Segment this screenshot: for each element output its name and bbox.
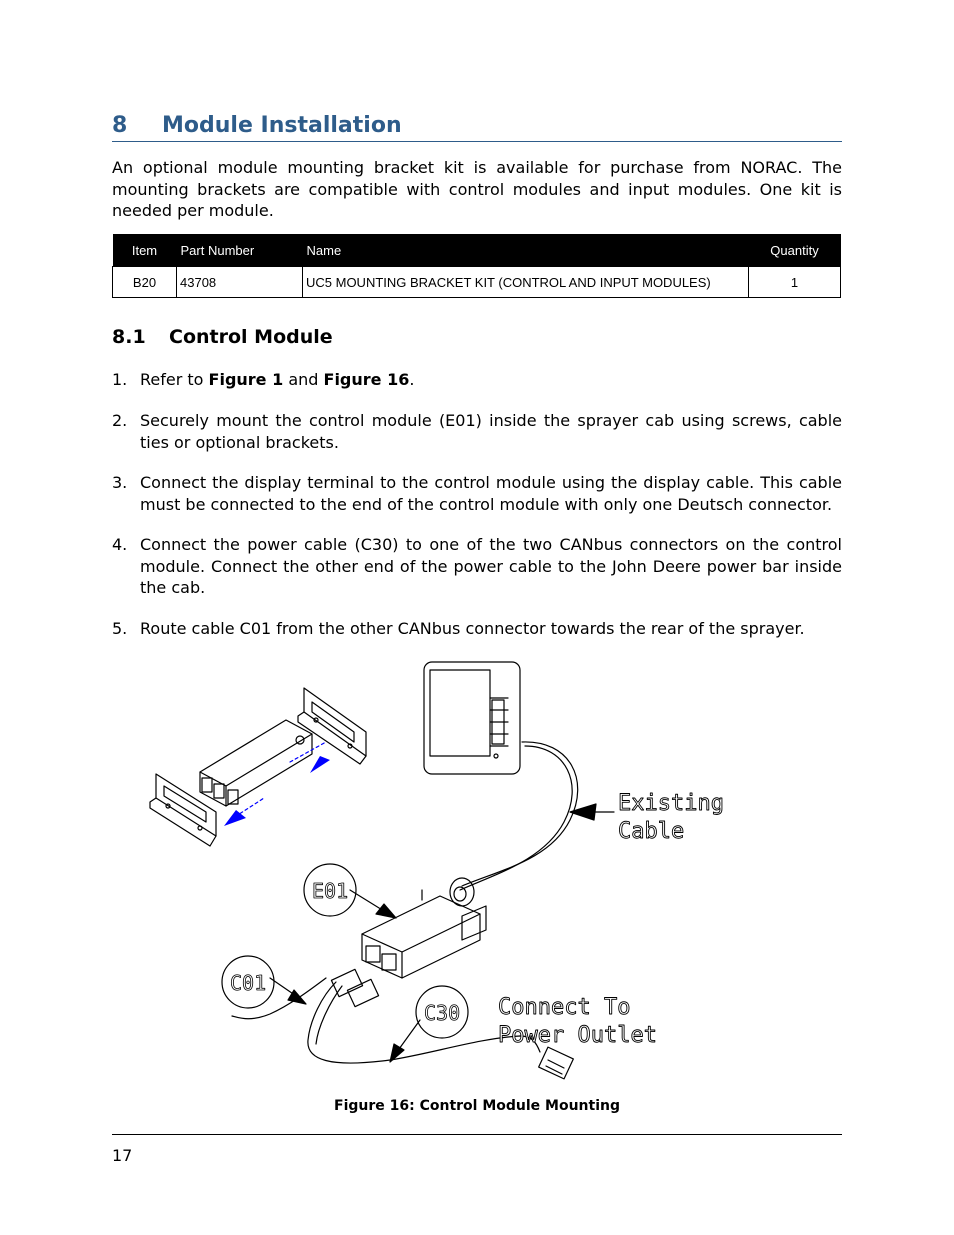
step-number: 5. [112,619,128,638]
figure-16-reference: Figure 16 [323,370,410,389]
step-text: Securely mount the control module (E01) inside the sprayer cab using screws, cable ties or optional brackets. [140,411,842,452]
connect-power-label-1: Connect To [498,995,631,1020]
figure-caption: Figure 16: Control Module Mounting [334,1098,620,1114]
c01-label: C01 [230,971,267,995]
step-1 [112,369,842,391]
step-number: 2. [112,411,128,430]
step-text: Connect the power cable (C30) to one of the two CANbus connectors on the control module. Connect the other end of the power cable to the John Deere power bar inside the cab. [140,535,842,597]
existing-cable-label-1: Existing [618,791,724,816]
page-number: 17 [112,1146,133,1165]
step-text-part: and [283,370,324,389]
step-text: Route cable C01 from the other CANbus connector towards the rear of the sprayer. [140,619,805,638]
step-2 [112,410,842,453]
subsection-title: Control Module [169,326,333,348]
display-terminal-drawing [424,662,520,774]
step-number: 3. [112,473,128,492]
existing-cable-label-2: Cable [618,819,685,844]
figure-1-reference: Figure 1 [208,370,284,389]
step-text [140,369,842,391]
cell-part-number: 43708 [177,267,303,298]
section-heading [112,112,842,142]
header-name: Name [303,234,749,267]
c30-label: C30 [424,1001,461,1025]
table-header-row [113,234,841,267]
parts-table [112,234,841,298]
section-title: Module Installation [162,113,402,138]
header-quantity: Quantity [749,234,841,267]
control-module-e01-drawing [362,890,486,978]
connect-power-label-2: Power Outlet [498,1023,657,1048]
subsection-heading [112,324,333,350]
step-number: 1. [112,370,128,389]
step-text-part: Refer to [140,370,209,389]
cell-item: B20 [113,267,177,298]
step-4 [112,534,842,599]
e01-label: E01 [312,879,349,903]
footer-divider [112,1134,842,1135]
step-number: 4. [112,535,128,554]
header-item: Item [113,234,177,267]
control-module-mounting-figure [140,660,760,1095]
subsection-number: 8.1 [112,326,146,348]
step-text-part: . [409,370,415,389]
table-row [113,267,841,298]
header-part-number: Part Number [177,234,303,267]
bracket-assembly-drawing [150,688,366,846]
cell-name: UC5 MOUNTING BRACKET KIT (CONTROL AND INPUT MODULES) [303,267,749,298]
step-text: Connect the display terminal to the control module using the display cable. This cable must be connected to the end of the control module with only one Deutsch connector. [140,473,842,514]
step-3 [112,472,842,515]
cell-quantity: 1 [749,267,841,298]
intro-paragraph: An optional module mounting bracket kit is available for purchase from NORAC. The mounting brackets are compatible with control modules and input modules. One kit is needed per module. [112,158,842,220]
step-5 [112,618,842,640]
section-number: 8 [112,113,128,138]
